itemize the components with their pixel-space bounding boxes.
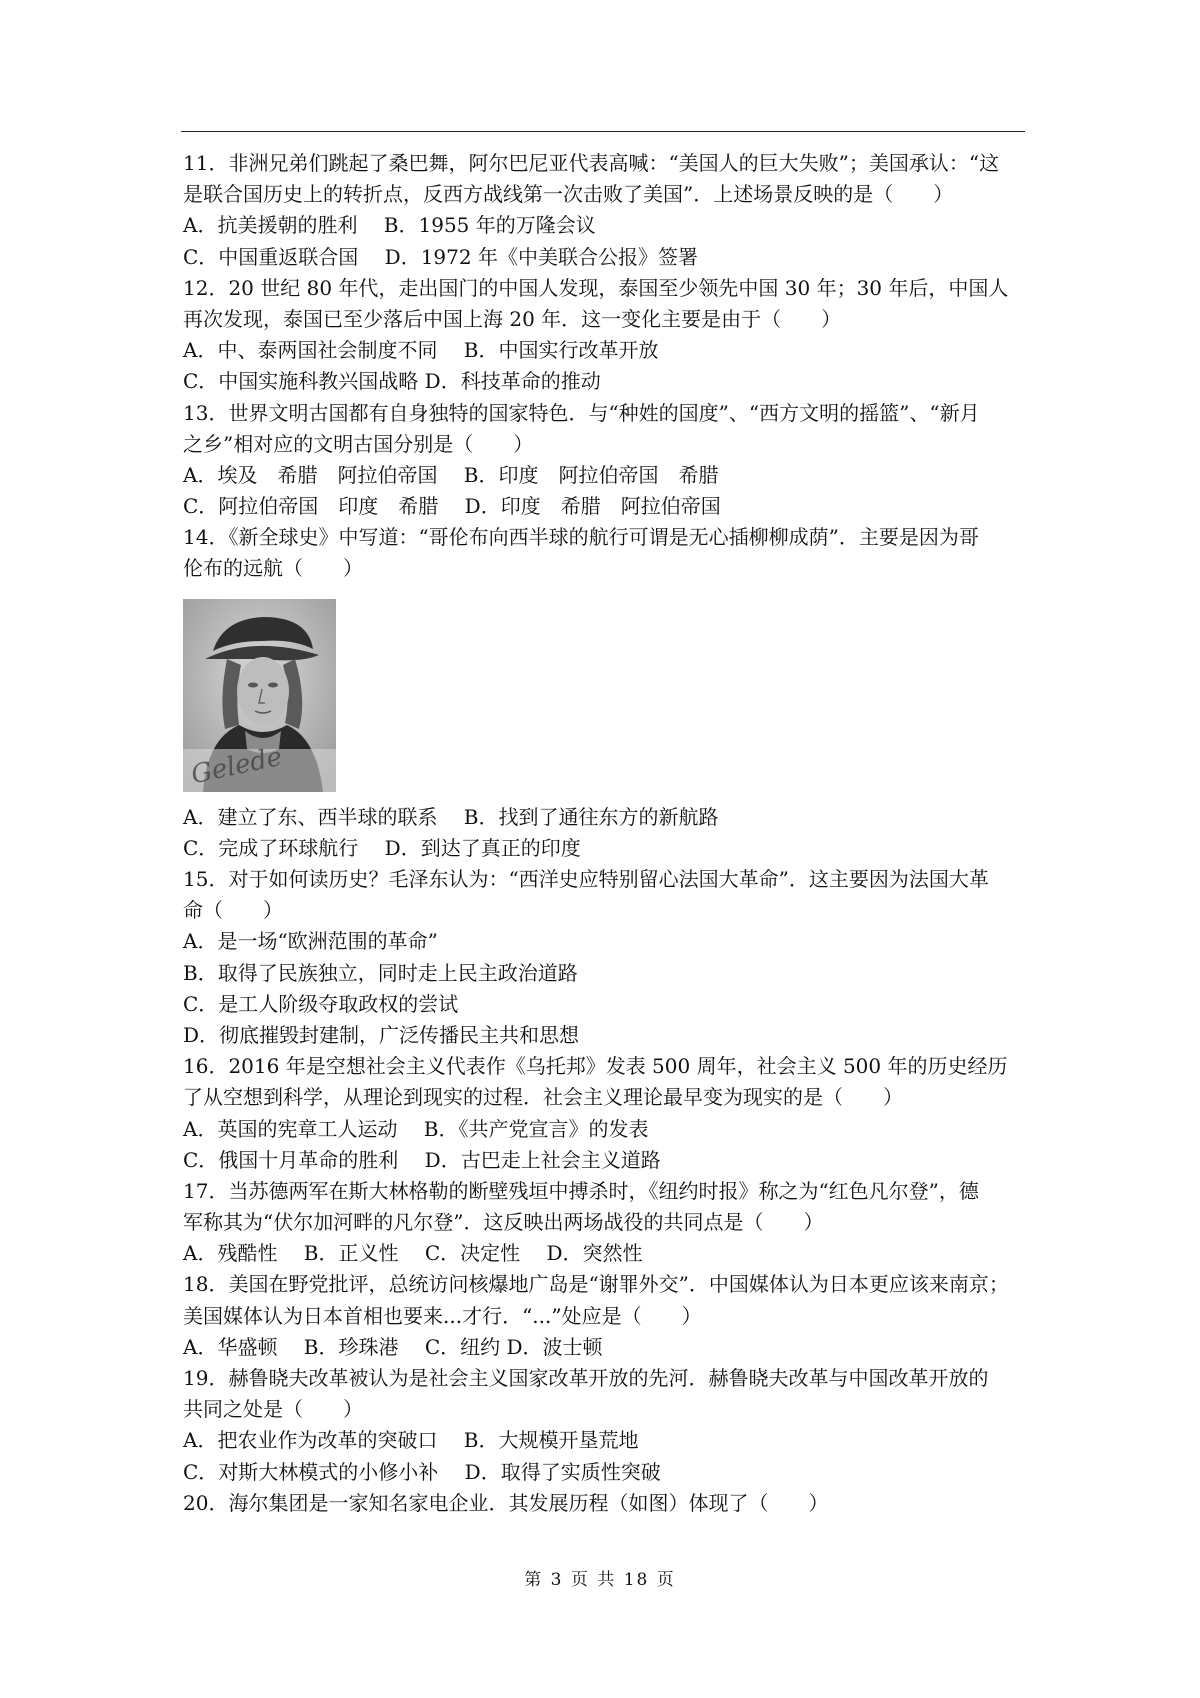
question-stem: 伦布的远航（ ） xyxy=(183,556,363,581)
columbus-portrait-image xyxy=(183,599,336,792)
option-line: A．是一场“欧洲范围的革命” xyxy=(183,929,438,954)
question-11 xyxy=(183,148,1029,273)
option-line: A．把农业作为改革的突破口 B．大规模开垦荒地 xyxy=(183,1428,639,1453)
question-14 xyxy=(183,522,1029,864)
question-stem: 之乡”相对应的文明古国分别是（ ） xyxy=(183,431,534,456)
option-line: B．取得了民族独立，同时走上民主政治道路 xyxy=(183,960,578,985)
question-content xyxy=(183,148,1029,1519)
question-stem: 再次发现，泰国已至少落后中国上海 20 年．这一变化主要是由于（ ） xyxy=(183,306,842,331)
portrait-illustration xyxy=(183,599,336,792)
option-line: C．中国重返联合国 D．1972 年《中美联合公报》签署 xyxy=(183,244,698,269)
option-line: A．中、泰两国社会制度不同 B．中国实行改革开放 xyxy=(183,338,659,363)
question-stem: 19．赫鲁晓夫改革被认为是社会主义国家改革开放的先河．赫鲁晓夫改革与中国改革开放的 xyxy=(183,1366,989,1390)
option-line: C．阿拉伯帝国 印度 希腊 D．印度 希腊 阿拉伯帝国 xyxy=(183,494,721,519)
question-stem: 17．当苏德两军在斯大林格勒的断壁残垣中搏杀时，《纽约时报》称之为“红色凡尔登”，德 xyxy=(183,1178,979,1203)
question-16 xyxy=(183,1051,1029,1176)
question-stem: 20．海尔集团是一家知名家电企业．其发展历程（如图）体现了（ ） xyxy=(183,1490,829,1515)
question-stem: 16．2016 年是空想社会主义代表作《乌托邦》发表 500 周年，社会主义 500 年的历史经历 xyxy=(183,1054,1008,1079)
option-line: A．埃及 希腊 阿拉伯帝国 B．印度 阿拉伯帝国 希腊 xyxy=(183,462,719,487)
question-12 xyxy=(183,273,1029,398)
option-line: A．建立了东、西半球的联系 B．找到了通往东方的新航路 xyxy=(183,804,719,829)
option-line: A．英国的宪章工人运动 B．《共产党宣言》的发表 xyxy=(183,1116,649,1141)
question-stem: 命（ ） xyxy=(183,898,283,923)
question-17 xyxy=(183,1176,1029,1270)
question-stem: 14．《新全球史》中写道：“哥伦布向西半球的航行可谓是无心插柳柳成荫”．主要是因为哥 xyxy=(183,525,979,550)
header-rule xyxy=(181,131,1025,132)
option-line: A．残酷性 B．正义性 C．决定性 D．突然性 xyxy=(183,1241,643,1266)
option-line: A．华盛顿 B．珍珠港 C．纽约 D．波士顿 xyxy=(183,1334,603,1359)
option-line: C．完成了环球航行 D．到达了真正的印度 xyxy=(183,835,581,860)
option-line: D．彻底摧毁封建制，广泛传播民主共和思想 xyxy=(183,1022,580,1047)
question-15 xyxy=(183,864,1029,1051)
question-stem: 15．对于如何读历史？毛泽东认为：“西洋史应特别留心法国大革命”．这主要因为法国大革 xyxy=(183,867,989,891)
question-stem: 军称其为“伏尔加河畔的凡尔登”．这反映出两场战役的共同点是（ ） xyxy=(183,1210,824,1235)
option-line: A．抗美援朝的胜利 B．1955 年的万隆会议 xyxy=(183,213,596,238)
signature-watermark: Gelede xyxy=(188,741,285,790)
question-13 xyxy=(183,398,1029,523)
question-stem: 13．世界文明古国都有自身独特的国家特色．与“种姓的国度”、“西方文明的摇篮”、“新月 xyxy=(183,400,980,425)
option-line: C．对斯大林模式的小修小补 D．取得了实质性突破 xyxy=(183,1459,661,1484)
question-stem: 11．非洲兄弟们跳起了桑巴舞，阿尔巴尼亚代表高喊：“美国人的巨大失败”；美国承认：“这 xyxy=(183,151,1000,175)
question-stem: 共同之处是（ ） xyxy=(183,1397,363,1422)
page-number: 第 3 页 共 18 页 xyxy=(524,1570,676,1590)
page-footer xyxy=(0,1565,1200,1590)
question-19 xyxy=(183,1363,1029,1488)
question-stem: 美国媒体认为日本首相也要来...才行．“...”处应是（ ） xyxy=(183,1303,702,1328)
question-20 xyxy=(183,1488,1029,1519)
question-stem: 12．20 世纪 80 年代，走出国门的中国人发现，泰国至少领先中国 30 年；30 年后，中国人 xyxy=(183,275,1009,300)
option-line: C．俄国十月革命的胜利 D．古巴走上社会主义道路 xyxy=(183,1147,661,1172)
question-stem: 18．美国在野党批评，总统访问核爆地广岛是“谢罪外交”．中国媒体认为日本更应该来南京； xyxy=(183,1272,1009,1297)
question-stem: 是联合国历史上的转折点，反西方战线第一次击败了美国”．上述场景反映的是（ ） xyxy=(183,182,954,207)
question-stem: 了从空想到科学，从理论到现实的过程．社会主义理论最早变为现实的是（ ） xyxy=(183,1085,903,1110)
option-line: C．中国实施科教兴国战略 D．科技革命的推动 xyxy=(183,369,601,394)
option-line: C．是工人阶级夺取政权的尝试 xyxy=(183,991,459,1016)
question-18 xyxy=(183,1269,1029,1363)
